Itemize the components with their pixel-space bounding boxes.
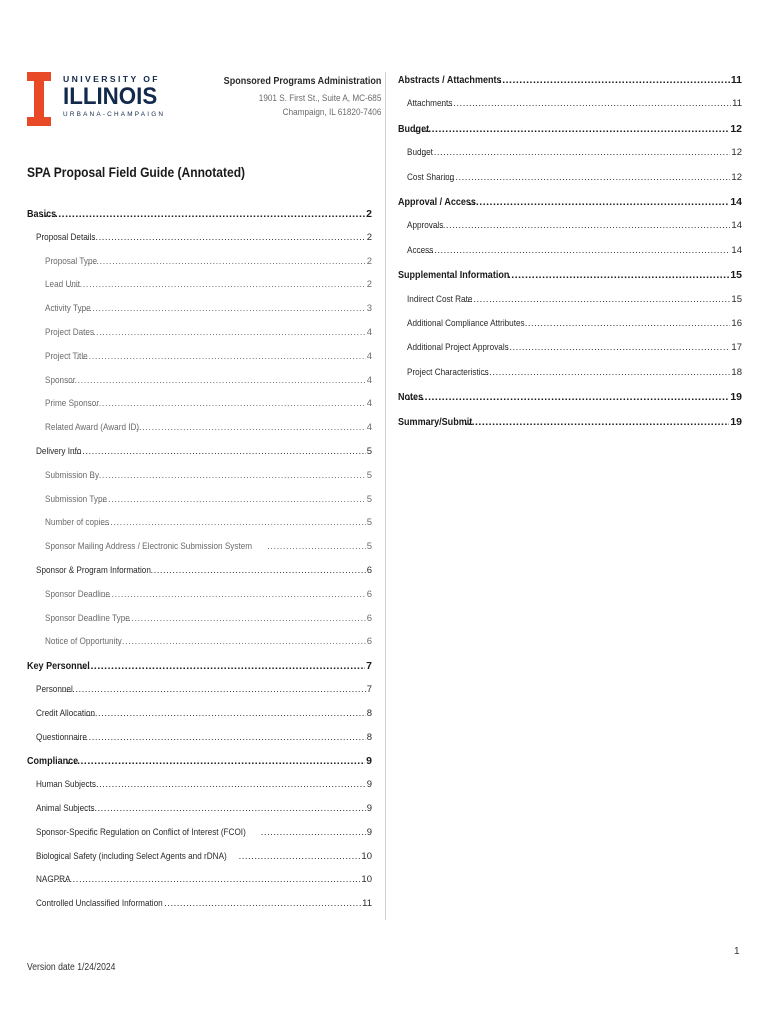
logo-line-university: UNIVERSITY OF: [63, 74, 160, 84]
toc-entry-title: Submission Type: [45, 493, 108, 505]
toc-entry-title: NAGPRA: [36, 874, 71, 886]
toc-dot-leader: [508, 269, 729, 281]
toc-entry-title: Biological Safety (including Select Agents and rDNA): [36, 850, 227, 862]
toc-entry-title: Project Title: [45, 350, 88, 362]
toc-entry-page: 5: [366, 493, 372, 505]
toc-entry-title: Cost Sharing: [407, 171, 455, 183]
toc-entry-page: 3: [366, 303, 372, 315]
toc-dot-leader: [102, 589, 366, 600]
toc-entry-page: 7: [366, 684, 372, 695]
toc-dot-leader: [441, 98, 731, 109]
toc-entry-title: Indirect Cost Rate: [407, 293, 473, 305]
toc-entry[interactable]: [27, 803, 372, 814]
toc-dot-leader: [267, 541, 366, 552]
toc-entry-page: 9: [366, 826, 372, 838]
toc-entry-page: 8: [366, 731, 372, 743]
toc-entry-title: Activity Type: [45, 303, 91, 315]
toc-entry[interactable]: [27, 470, 372, 481]
toc-entry-title: Submission By: [45, 469, 100, 481]
toc-entry-page: 11: [730, 74, 742, 86]
toc-entry-page: 5: [366, 541, 372, 553]
toc-entry-title: Abstracts / Attachments: [398, 74, 502, 86]
toc-entry-title: Prime Sponsor: [45, 398, 100, 410]
toc-dot-leader: [525, 318, 731, 329]
toc-entry[interactable]: [398, 367, 742, 378]
toc-entry-title: Controlled Unclassified Information: [36, 898, 163, 910]
toc-dot-leader: [483, 367, 730, 378]
toc-entry[interactable]: [27, 565, 372, 576]
toc-entry-page: 12: [731, 147, 742, 159]
toc-entry[interactable]: [398, 391, 742, 403]
toc-entry-page: 10: [361, 874, 372, 886]
toc-entry-title: Basics: [27, 208, 57, 220]
toc-dot-leader: [76, 351, 366, 362]
toc-dot-leader: [430, 220, 730, 231]
toc-entry[interactable]: [27, 589, 372, 600]
toc-entry[interactable]: [398, 74, 742, 86]
toc-entry-page: 8: [366, 707, 372, 719]
toc-entry[interactable]: [27, 517, 372, 528]
toc-dot-leader: [89, 470, 365, 481]
toc-entry-title: Budget: [398, 122, 430, 135]
toc-dot-leader: [80, 660, 365, 672]
toc-entry-page: 6: [366, 565, 372, 576]
toc-dot-leader: [87, 779, 366, 790]
toc-entry[interactable]: [27, 208, 372, 220]
page-number: 1: [734, 946, 740, 957]
toc-entry[interactable]: [27, 279, 372, 290]
toc-dot-leader: [419, 245, 731, 256]
toc-entry[interactable]: [27, 541, 372, 552]
toc-entry[interactable]: [27, 827, 372, 838]
toc-dot-leader: [465, 416, 730, 428]
toc-entry[interactable]: [27, 779, 372, 790]
toc-dot-leader: [89, 398, 365, 409]
block-i-logo-icon: [27, 72, 51, 126]
toc-entry-title: Sponsor: [45, 374, 76, 386]
toc-entry[interactable]: [27, 351, 372, 362]
toc-entry-title: Sponsor & Program Information: [36, 565, 151, 576]
toc-entry[interactable]: [27, 303, 372, 314]
toc-entry-page: 6: [366, 612, 372, 624]
toc-entry[interactable]: [27, 256, 372, 267]
toc-dot-leader: [136, 422, 366, 433]
toc-dot-leader: [80, 303, 366, 314]
toc-entry[interactable]: [27, 232, 372, 243]
logo-wordmark: [63, 74, 165, 119]
toc-entry-page: 9: [366, 803, 372, 814]
toc-entry-page: 5: [366, 446, 372, 457]
toc-dot-leader: [70, 446, 366, 457]
office-address-block: [198, 74, 381, 120]
toc-entry-page: 15: [730, 269, 742, 282]
toc-entry-title: Access: [407, 244, 434, 256]
toc-entry[interactable]: [27, 613, 372, 624]
toc-entry-page: 14: [731, 220, 742, 232]
toc-entry-title: Proposal Details: [36, 231, 96, 243]
toc-dot-leader: [418, 147, 730, 158]
toc-entry-title: Compliance: [27, 755, 79, 768]
toc-dot-leader: [415, 123, 730, 135]
toc-entry[interactable]: [27, 684, 372, 695]
toc-entry-title: Project Characteristics: [407, 366, 489, 378]
toc-entry-page: 4: [366, 374, 372, 386]
toc-entry-page: 15: [731, 293, 742, 305]
toc-entry[interactable]: [398, 318, 742, 329]
toc-entry-page: 4: [366, 398, 372, 410]
toc-entry-title: Related Award (Award ID): [45, 422, 140, 434]
toc-entry[interactable]: [398, 294, 742, 305]
toc-entry-page: 17: [731, 342, 742, 354]
toc-entry-title: Questionnaire: [36, 731, 87, 743]
office-address-line-1: 1901 S. First St., Suite A, MC-685: [258, 93, 381, 104]
toc-dot-leader: [99, 494, 366, 505]
toc-dot-leader: [86, 708, 366, 719]
toc-dot-leader: [164, 898, 361, 909]
toc-dot-leader: [62, 375, 366, 386]
toc-entry[interactable]: [27, 851, 372, 862]
toc-entry-title: Attachments: [407, 98, 453, 110]
toc-entry[interactable]: [27, 446, 372, 457]
toc-entry[interactable]: [398, 172, 742, 183]
toc-entry-page: 19: [730, 391, 742, 404]
toc-dot-leader: [239, 851, 361, 862]
toc-dot-leader: [60, 684, 366, 695]
university-logo: [27, 72, 166, 128]
toc-entry-title: Sponsor Mailing Address / Electronic Submission System: [45, 541, 253, 553]
toc-entry-page: 16: [731, 318, 742, 329]
toc-entry-page: 19: [730, 415, 742, 428]
toc-entry-page: 12: [731, 171, 742, 183]
toc-entry[interactable]: [27, 422, 372, 433]
toc-entry-page: 14: [731, 244, 742, 256]
toc-entry-title: Additional Project Approvals: [407, 342, 509, 354]
toc-entry-page: 11: [732, 98, 742, 110]
toc-entry-title: Additional Compliance Attributes: [407, 318, 525, 329]
office-address-line-2: Champaign, IL 61820-7406: [282, 107, 381, 118]
toc-entry-title: Budget: [407, 147, 433, 159]
toc-entry[interactable]: [398, 98, 742, 109]
toc-entry-title: Credit Allocation: [36, 707, 96, 719]
toc-entry-page: 5: [366, 469, 372, 481]
toc-entry-page: 6: [366, 588, 372, 600]
toc-entry-page: 4: [366, 422, 372, 434]
toc-dot-leader: [150, 565, 365, 576]
toc-entry-page: 2: [366, 255, 372, 267]
toc-entry[interactable]: [27, 636, 372, 647]
toc-dot-leader: [76, 732, 366, 743]
toc-dot-leader: [57, 874, 360, 885]
toc-dot-leader: [87, 256, 366, 267]
office-name: Sponsored Programs Administration: [223, 75, 381, 87]
toc-entry[interactable]: [398, 123, 742, 135]
toc-entry-title: Sponsor Deadline: [45, 588, 110, 600]
column-divider: [385, 72, 386, 920]
toc-entry-title: Delivery Info: [36, 446, 82, 457]
logo-line-illinois: ILLINOIS: [63, 83, 158, 110]
toc-entry-page: 5: [366, 517, 372, 529]
toc-entry-title: Project Dates: [45, 327, 95, 338]
toc-entry-title: Animal Subjects: [36, 803, 95, 814]
toc-entry[interactable]: [27, 898, 372, 909]
toc-dot-leader: [85, 803, 366, 814]
toc-dot-leader: [41, 208, 365, 220]
toc-entry-title: Proposal Type: [45, 255, 98, 267]
toc-dot-leader: [83, 327, 365, 338]
toc-entry[interactable]: [27, 660, 372, 672]
toc-entry-title: Approval / Access: [398, 196, 476, 208]
toc-entry[interactable]: [27, 375, 372, 386]
toc-entry-title: Summary/Submit: [398, 415, 473, 428]
toc-entry-title: Approvals: [407, 220, 444, 232]
toc-dot-leader: [67, 279, 366, 290]
toc-dot-leader: [506, 342, 730, 353]
toc-dot-leader: [86, 232, 366, 243]
toc-entry-title: Human Subjects: [36, 779, 96, 791]
document-title: SPA Proposal Field Guide (Annotated): [27, 164, 246, 180]
toc-entry[interactable]: [398, 196, 742, 208]
toc-entry-page: 2: [366, 208, 372, 220]
toc-entry-page: 18: [731, 366, 742, 378]
toc-dot-leader: [261, 827, 366, 838]
toc-entry-page: 10: [361, 850, 372, 862]
toc-entry-title: Personnel: [36, 684, 73, 695]
toc-entry-title: Sponsor Deadline Type: [45, 612, 130, 624]
toc-dot-leader: [116, 636, 366, 647]
toc-entry-page: 9: [366, 779, 372, 791]
toc-entry[interactable]: [27, 398, 372, 409]
toc-entry-page: 9: [366, 755, 372, 768]
toc-entry-title: Supplemental Information: [398, 269, 510, 282]
toc-entry[interactable]: [398, 220, 742, 231]
toc-dot-leader: [443, 172, 731, 183]
toc-entry[interactable]: [398, 342, 742, 353]
toc-dot-leader: [101, 517, 366, 528]
toc-entry-page: 4: [366, 327, 372, 338]
logo-line-campus: URBANA-CHAMPAIGN: [63, 111, 166, 118]
toc-dot-leader: [408, 391, 730, 403]
toc-entry-title: Number of copies: [45, 517, 110, 529]
toc-entry-page: 2: [366, 231, 372, 243]
toc-entry-title: Key Personnel: [27, 660, 90, 673]
toc-entry-page: 7: [366, 660, 372, 673]
toc-entry[interactable]: [27, 732, 372, 743]
toc-dot-leader: [499, 74, 730, 86]
toc-dot-leader: [125, 613, 366, 624]
version-date: Version date 1/24/2024: [27, 962, 116, 973]
toc-entry[interactable]: [27, 708, 372, 719]
toc-dot-leader: [464, 294, 730, 305]
toc-entry-page: 2: [366, 279, 372, 291]
toc-entry-page: 11: [362, 898, 372, 910]
toc-entry-title: Sponsor-Specific Regulation on Conflict of Interest (FCOI): [36, 826, 246, 838]
toc-entry[interactable]: [27, 327, 372, 338]
toc-dot-leader: [469, 196, 729, 208]
toc-entry[interactable]: [27, 874, 372, 885]
toc-entry-page: 14: [730, 196, 742, 208]
toc-entry-page: 6: [366, 636, 372, 648]
toc-entry-title: Lead Unit: [45, 279, 80, 291]
toc-dot-leader: [67, 755, 365, 767]
toc-entry[interactable]: [398, 416, 742, 428]
toc-entry-title: Notes: [398, 391, 424, 404]
toc-entry[interactable]: [27, 494, 372, 505]
toc-entry[interactable]: [27, 755, 372, 767]
toc-entry-page: 4: [366, 350, 372, 362]
toc-entry[interactable]: [398, 269, 742, 281]
toc-entry-page: 12: [730, 122, 742, 135]
toc-entry[interactable]: [398, 147, 742, 158]
toc-entry[interactable]: [398, 245, 742, 256]
toc-entry-title: Notice of Opportunity: [45, 636, 122, 648]
